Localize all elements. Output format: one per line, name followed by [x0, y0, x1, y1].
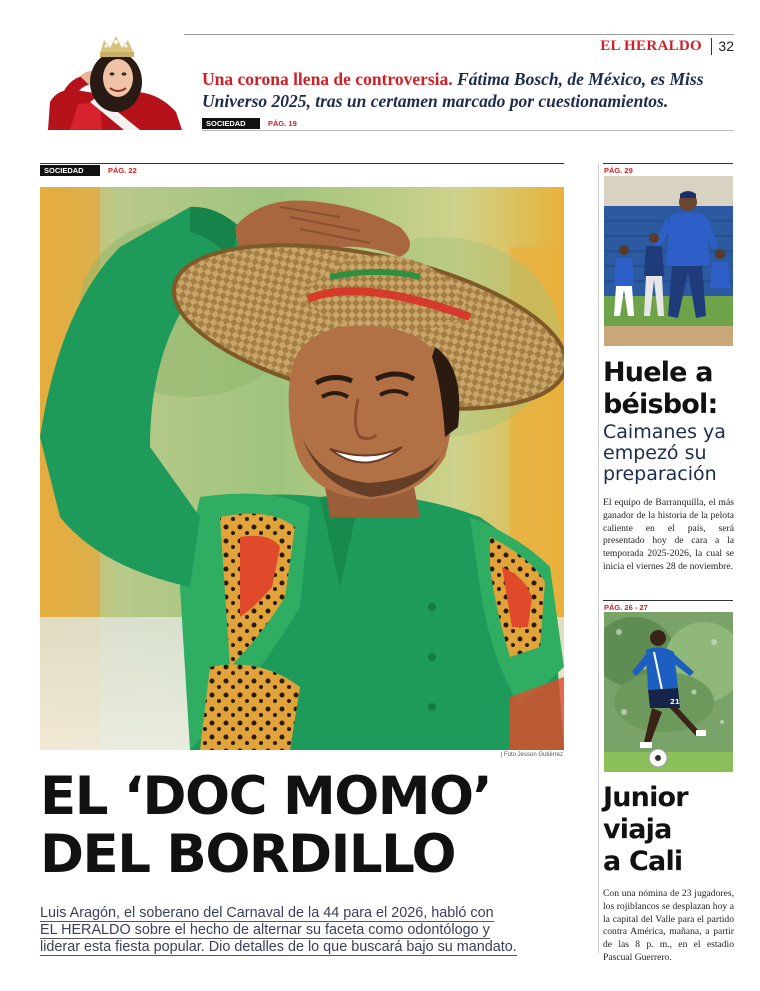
- page-number: 32: [718, 38, 734, 54]
- sidebar-story2-rule: [603, 600, 733, 601]
- story1-subhead-line2: empezó su: [603, 442, 707, 464]
- main-headline[interactable]: [40, 768, 580, 884]
- sidebar-story2-headline[interactable]: [603, 782, 738, 878]
- main-headline-line2: DEL BORDILLO: [40, 824, 456, 885]
- story2-headline-line2: viaja: [603, 814, 672, 845]
- teaser-headline: Una corona llena de controversia.: [202, 69, 453, 89]
- jersey-number: 21: [670, 698, 680, 706]
- main-page-ref[interactable]: PÁG. 22: [108, 166, 137, 175]
- main-section-tag: [40, 165, 137, 176]
- story1-headline-line2: béisbol:: [603, 389, 718, 420]
- sidebar-story1-page-ref[interactable]: PÁG. 29: [604, 166, 633, 175]
- sidebar-story2-body: Con una nómina de 23 jugadores, los rojiblancos se desplazan hoy a la capital del Valle para el partido contra América, mañana, a partir de las 8 p. m., en el estadio Pascual Guerrero.: [603, 888, 734, 963]
- sidebar-divider: [598, 163, 599, 953]
- sidebar-story1-subhead: [603, 422, 738, 485]
- main-headline-line1: EL ‘DOC MOMO’: [40, 766, 492, 827]
- sidebar-story2-photo[interactable]: [604, 612, 733, 772]
- story2-headline-line1: Junior: [603, 782, 688, 813]
- masthead-separator: [711, 38, 712, 55]
- main-story-rule: [40, 163, 564, 164]
- sidebar-story1-photo[interactable]: [604, 176, 733, 346]
- teaser-subline: Fátima Bosch, de México, es Miss Universo 2025, tras un certamen marcado por cuestionamientos.: [202, 69, 704, 111]
- main-section-label: SOCIEDAD: [40, 165, 100, 176]
- story1-subhead-line1: Caimanes ya: [603, 421, 726, 443]
- teaser-rule: [202, 130, 734, 131]
- sidebar-story1-body: El equipo de Barranquilla, el más ganador de la historia de la pelota caliente en el país, será presentado hoy de cara a la temporada 2025-2026, la cual se inicia el viernes 28 de noviembre.: [603, 497, 734, 572]
- main-story-photo[interactable]: [40, 187, 564, 750]
- teaser-section-label: SOCIEDAD: [202, 118, 260, 129]
- teaser-text[interactable]: [202, 68, 742, 112]
- sidebar-story1-headline[interactable]: [603, 357, 738, 421]
- story2-headline-line3: a Cali: [603, 846, 683, 877]
- summary-line2: EL HERALDO sobre el hecho de alternar su faceta como odontólogo y: [40, 922, 490, 938]
- summary-line1: Luis Aragón, el soberano del Carnaval de la 44 para el 2026, habló con: [40, 905, 494, 921]
- sidebar-story2-page-ref[interactable]: PÁG. 26 - 27: [604, 603, 648, 612]
- teaser-photo[interactable]: [40, 32, 184, 130]
- summary-line3: liderar esta fiesta popular. Dio detalles de lo que buscará bajo su mandato.: [40, 939, 517, 955]
- sidebar-story1-rule: [603, 163, 733, 164]
- story1-headline-line1: Huele a: [603, 357, 713, 388]
- main-summary: [40, 905, 535, 956]
- story1-subhead-line3: preparación: [603, 463, 717, 485]
- teaser-section-tag: [202, 118, 297, 129]
- masthead-brand: EL HERALDO: [600, 38, 702, 54]
- photo-credit: | Foto Jesson Gutiérrez: [500, 752, 563, 758]
- teaser-page-ref[interactable]: PÁG. 19: [268, 119, 297, 128]
